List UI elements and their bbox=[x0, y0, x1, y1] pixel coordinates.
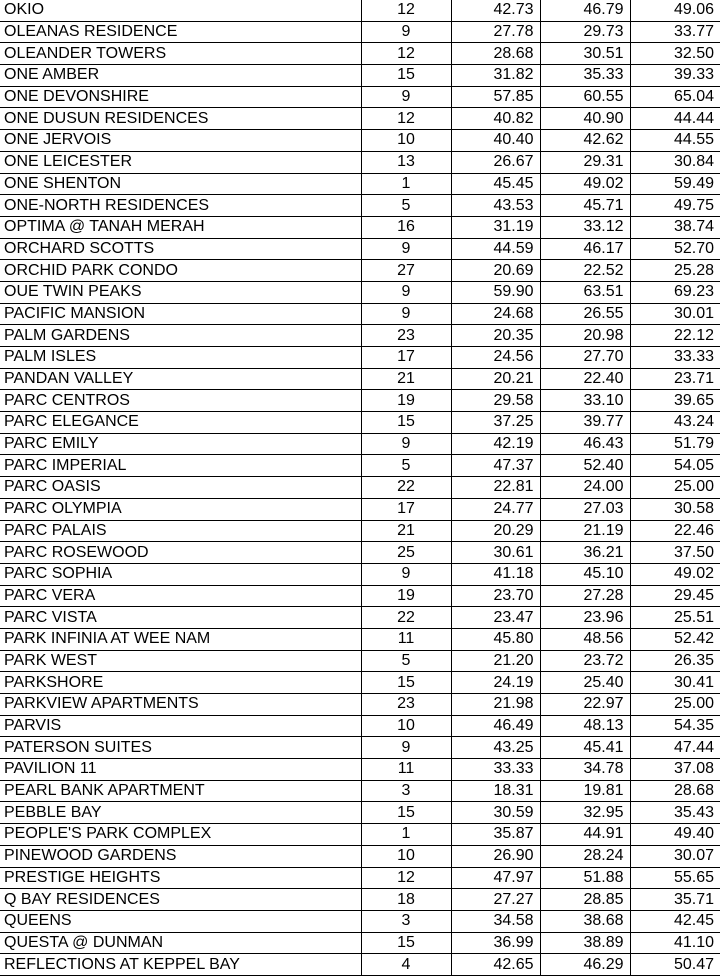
value-1-cell: 46.49 bbox=[451, 715, 540, 737]
project-name-cell: Q BAY RESIDENCES bbox=[0, 889, 361, 911]
value-3-cell: 22.46 bbox=[630, 520, 720, 542]
project-name-cell: PARC PALAIS bbox=[0, 520, 361, 542]
value-2-cell: 28.24 bbox=[540, 845, 630, 867]
count-cell: 12 bbox=[361, 867, 451, 889]
table-row bbox=[0, 932, 720, 954]
table-row bbox=[0, 954, 720, 976]
project-name-cell: PARC ROSEWOOD bbox=[0, 542, 361, 564]
value-2-cell: 46.43 bbox=[540, 433, 630, 455]
count-cell: 22 bbox=[361, 607, 451, 629]
value-2-cell: 46.17 bbox=[540, 238, 630, 260]
value-1-cell: 43.25 bbox=[451, 737, 540, 759]
value-1-cell: 44.59 bbox=[451, 238, 540, 260]
table-row bbox=[0, 260, 720, 282]
value-1-cell: 27.27 bbox=[451, 889, 540, 911]
project-name-cell: PARC IMPERIAL bbox=[0, 455, 361, 477]
value-2-cell: 60.55 bbox=[540, 86, 630, 108]
value-2-cell: 27.70 bbox=[540, 347, 630, 369]
project-name-cell: PACIFIC MANSION bbox=[0, 303, 361, 325]
value-2-cell: 29.31 bbox=[540, 151, 630, 173]
value-2-cell: 52.40 bbox=[540, 455, 630, 477]
project-name-cell: PAVILION 11 bbox=[0, 759, 361, 781]
value-2-cell: 22.52 bbox=[540, 260, 630, 282]
count-cell: 19 bbox=[361, 390, 451, 412]
value-3-cell: 37.50 bbox=[630, 542, 720, 564]
table-row bbox=[0, 281, 720, 303]
project-name-cell: PARC CENTROS bbox=[0, 390, 361, 412]
table-row bbox=[0, 780, 720, 802]
table-row bbox=[0, 368, 720, 390]
table-row bbox=[0, 498, 720, 520]
project-name-cell: PARC ELEGANCE bbox=[0, 412, 361, 434]
value-2-cell: 23.72 bbox=[540, 650, 630, 672]
value-1-cell: 27.78 bbox=[451, 21, 540, 43]
table-row bbox=[0, 542, 720, 564]
value-1-cell: 24.56 bbox=[451, 347, 540, 369]
count-cell: 15 bbox=[361, 65, 451, 87]
project-name-cell: PINEWOOD GARDENS bbox=[0, 845, 361, 867]
value-3-cell: 22.12 bbox=[630, 325, 720, 347]
value-2-cell: 63.51 bbox=[540, 281, 630, 303]
project-name-cell: OPTIMA @ TANAH MERAH bbox=[0, 216, 361, 238]
table-row bbox=[0, 802, 720, 824]
count-cell: 10 bbox=[361, 845, 451, 867]
value-1-cell: 20.35 bbox=[451, 325, 540, 347]
value-2-cell: 21.19 bbox=[540, 520, 630, 542]
value-3-cell: 30.58 bbox=[630, 498, 720, 520]
value-2-cell: 45.41 bbox=[540, 737, 630, 759]
table-row bbox=[0, 585, 720, 607]
count-cell: 10 bbox=[361, 130, 451, 152]
table-row bbox=[0, 563, 720, 585]
value-2-cell: 27.28 bbox=[540, 585, 630, 607]
value-2-cell: 28.85 bbox=[540, 889, 630, 911]
table-row bbox=[0, 130, 720, 152]
value-3-cell: 49.75 bbox=[630, 195, 720, 217]
value-1-cell: 24.77 bbox=[451, 498, 540, 520]
value-1-cell: 33.33 bbox=[451, 759, 540, 781]
value-2-cell: 38.89 bbox=[540, 932, 630, 954]
project-name-cell: PARVIS bbox=[0, 715, 361, 737]
value-3-cell: 23.71 bbox=[630, 368, 720, 390]
value-1-cell: 40.82 bbox=[451, 108, 540, 130]
project-name-cell: ONE SHENTON bbox=[0, 173, 361, 195]
value-3-cell: 54.05 bbox=[630, 455, 720, 477]
value-1-cell: 22.81 bbox=[451, 477, 540, 499]
value-2-cell: 35.33 bbox=[540, 65, 630, 87]
value-3-cell: 47.44 bbox=[630, 737, 720, 759]
project-name-cell: PARC VERA bbox=[0, 585, 361, 607]
value-2-cell: 33.12 bbox=[540, 216, 630, 238]
value-1-cell: 43.53 bbox=[451, 195, 540, 217]
count-cell: 4 bbox=[361, 954, 451, 976]
table-row bbox=[0, 845, 720, 867]
value-2-cell: 38.68 bbox=[540, 910, 630, 932]
value-2-cell: 51.88 bbox=[540, 867, 630, 889]
value-2-cell: 45.71 bbox=[540, 195, 630, 217]
value-1-cell: 31.19 bbox=[451, 216, 540, 238]
project-name-cell: REFLECTIONS AT KEPPEL BAY bbox=[0, 954, 361, 976]
project-name-cell: OKIO bbox=[0, 0, 361, 21]
table-row bbox=[0, 455, 720, 477]
value-1-cell: 21.98 bbox=[451, 694, 540, 716]
value-3-cell: 30.01 bbox=[630, 303, 720, 325]
value-1-cell: 23.70 bbox=[451, 585, 540, 607]
value-2-cell: 27.03 bbox=[540, 498, 630, 520]
project-name-cell: PEARL BANK APARTMENT bbox=[0, 780, 361, 802]
value-2-cell: 23.96 bbox=[540, 607, 630, 629]
value-2-cell: 36.21 bbox=[540, 542, 630, 564]
table-row bbox=[0, 824, 720, 846]
value-3-cell: 44.55 bbox=[630, 130, 720, 152]
project-name-cell: QUESTA @ DUNMAN bbox=[0, 932, 361, 954]
value-3-cell: 35.71 bbox=[630, 889, 720, 911]
table-row bbox=[0, 607, 720, 629]
count-cell: 21 bbox=[361, 520, 451, 542]
value-2-cell: 34.78 bbox=[540, 759, 630, 781]
value-3-cell: 28.68 bbox=[630, 780, 720, 802]
value-3-cell: 39.65 bbox=[630, 390, 720, 412]
count-cell: 15 bbox=[361, 412, 451, 434]
value-2-cell: 46.79 bbox=[540, 0, 630, 21]
value-2-cell: 19.81 bbox=[540, 780, 630, 802]
count-cell: 9 bbox=[361, 303, 451, 325]
count-cell: 3 bbox=[361, 910, 451, 932]
value-2-cell: 30.51 bbox=[540, 43, 630, 65]
count-cell: 9 bbox=[361, 21, 451, 43]
value-3-cell: 39.33 bbox=[630, 65, 720, 87]
table-row bbox=[0, 889, 720, 911]
table-row bbox=[0, 672, 720, 694]
value-1-cell: 59.90 bbox=[451, 281, 540, 303]
project-name-cell: OLEANAS RESIDENCE bbox=[0, 21, 361, 43]
table-row bbox=[0, 628, 720, 650]
value-3-cell: 54.35 bbox=[630, 715, 720, 737]
project-name-cell: OLEANDER TOWERS bbox=[0, 43, 361, 65]
table-row bbox=[0, 303, 720, 325]
value-3-cell: 33.77 bbox=[630, 21, 720, 43]
value-1-cell: 26.67 bbox=[451, 151, 540, 173]
table-row bbox=[0, 43, 720, 65]
project-name-cell: PARC SOPHIA bbox=[0, 563, 361, 585]
value-2-cell: 48.13 bbox=[540, 715, 630, 737]
count-cell: 9 bbox=[361, 238, 451, 260]
value-1-cell: 37.25 bbox=[451, 412, 540, 434]
table-row bbox=[0, 520, 720, 542]
count-cell: 16 bbox=[361, 216, 451, 238]
value-3-cell: 30.84 bbox=[630, 151, 720, 173]
count-cell: 23 bbox=[361, 694, 451, 716]
table-row bbox=[0, 65, 720, 87]
table-row bbox=[0, 238, 720, 260]
value-1-cell: 47.97 bbox=[451, 867, 540, 889]
value-3-cell: 25.51 bbox=[630, 607, 720, 629]
count-cell: 27 bbox=[361, 260, 451, 282]
project-name-cell: PARK WEST bbox=[0, 650, 361, 672]
table-row bbox=[0, 195, 720, 217]
value-1-cell: 30.59 bbox=[451, 802, 540, 824]
value-3-cell: 49.02 bbox=[630, 563, 720, 585]
project-name-cell: PARC VISTA bbox=[0, 607, 361, 629]
table-row bbox=[0, 325, 720, 347]
value-3-cell: 29.45 bbox=[630, 585, 720, 607]
project-name-cell: PALM ISLES bbox=[0, 347, 361, 369]
value-1-cell: 35.87 bbox=[451, 824, 540, 846]
value-1-cell: 24.68 bbox=[451, 303, 540, 325]
count-cell: 5 bbox=[361, 195, 451, 217]
count-cell: 12 bbox=[361, 43, 451, 65]
project-name-cell: PARKSHORE bbox=[0, 672, 361, 694]
value-3-cell: 30.07 bbox=[630, 845, 720, 867]
value-1-cell: 20.21 bbox=[451, 368, 540, 390]
table-row bbox=[0, 173, 720, 195]
value-3-cell: 65.04 bbox=[630, 86, 720, 108]
value-1-cell: 47.37 bbox=[451, 455, 540, 477]
value-2-cell: 40.90 bbox=[540, 108, 630, 130]
value-2-cell: 22.97 bbox=[540, 694, 630, 716]
value-3-cell: 50.47 bbox=[630, 954, 720, 976]
table-row bbox=[0, 151, 720, 173]
table-row bbox=[0, 650, 720, 672]
project-name-cell: ONE DUSUN RESIDENCES bbox=[0, 108, 361, 130]
count-cell: 13 bbox=[361, 151, 451, 173]
count-cell: 11 bbox=[361, 759, 451, 781]
value-1-cell: 31.82 bbox=[451, 65, 540, 87]
table-row bbox=[0, 910, 720, 932]
count-cell: 22 bbox=[361, 477, 451, 499]
value-1-cell: 29.58 bbox=[451, 390, 540, 412]
value-1-cell: 28.68 bbox=[451, 43, 540, 65]
value-2-cell: 29.73 bbox=[540, 21, 630, 43]
value-1-cell: 42.65 bbox=[451, 954, 540, 976]
value-2-cell: 42.62 bbox=[540, 130, 630, 152]
count-cell: 19 bbox=[361, 585, 451, 607]
count-cell: 11 bbox=[361, 628, 451, 650]
value-3-cell: 43.24 bbox=[630, 412, 720, 434]
value-3-cell: 32.50 bbox=[630, 43, 720, 65]
table-row bbox=[0, 694, 720, 716]
value-1-cell: 45.45 bbox=[451, 173, 540, 195]
count-cell: 15 bbox=[361, 932, 451, 954]
value-1-cell: 30.61 bbox=[451, 542, 540, 564]
value-3-cell: 51.79 bbox=[630, 433, 720, 455]
value-3-cell: 52.70 bbox=[630, 238, 720, 260]
count-cell: 15 bbox=[361, 672, 451, 694]
project-name-cell: QUEENS bbox=[0, 910, 361, 932]
value-1-cell: 18.31 bbox=[451, 780, 540, 802]
project-name-cell: PARK INFINIA AT WEE NAM bbox=[0, 628, 361, 650]
value-2-cell: 33.10 bbox=[540, 390, 630, 412]
value-2-cell: 44.91 bbox=[540, 824, 630, 846]
project-name-cell: PEOPLE'S PARK COMPLEX bbox=[0, 824, 361, 846]
count-cell: 17 bbox=[361, 347, 451, 369]
value-1-cell: 42.73 bbox=[451, 0, 540, 21]
table-row bbox=[0, 347, 720, 369]
project-name-cell: PARC OLYMPIA bbox=[0, 498, 361, 520]
value-3-cell: 59.49 bbox=[630, 173, 720, 195]
value-1-cell: 40.40 bbox=[451, 130, 540, 152]
value-3-cell: 25.00 bbox=[630, 694, 720, 716]
value-1-cell: 21.20 bbox=[451, 650, 540, 672]
table-row bbox=[0, 867, 720, 889]
value-3-cell: 49.06 bbox=[630, 0, 720, 21]
count-cell: 12 bbox=[361, 108, 451, 130]
project-name-cell: PATERSON SUITES bbox=[0, 737, 361, 759]
value-1-cell: 20.29 bbox=[451, 520, 540, 542]
count-cell: 9 bbox=[361, 737, 451, 759]
table-row bbox=[0, 21, 720, 43]
value-1-cell: 23.47 bbox=[451, 607, 540, 629]
table-row bbox=[0, 433, 720, 455]
table-row bbox=[0, 86, 720, 108]
table-row bbox=[0, 390, 720, 412]
value-2-cell: 22.40 bbox=[540, 368, 630, 390]
value-2-cell: 24.00 bbox=[540, 477, 630, 499]
project-name-cell: ONE JERVOIS bbox=[0, 130, 361, 152]
table-row bbox=[0, 737, 720, 759]
value-1-cell: 41.18 bbox=[451, 563, 540, 585]
value-2-cell: 32.95 bbox=[540, 802, 630, 824]
value-2-cell: 20.98 bbox=[540, 325, 630, 347]
table-row bbox=[0, 108, 720, 130]
value-3-cell: 55.65 bbox=[630, 867, 720, 889]
value-2-cell: 49.02 bbox=[540, 173, 630, 195]
count-cell: 1 bbox=[361, 824, 451, 846]
value-2-cell: 46.29 bbox=[540, 954, 630, 976]
count-cell: 23 bbox=[361, 325, 451, 347]
value-2-cell: 45.10 bbox=[540, 563, 630, 585]
value-1-cell: 57.85 bbox=[451, 86, 540, 108]
value-3-cell: 41.10 bbox=[630, 932, 720, 954]
value-3-cell: 52.42 bbox=[630, 628, 720, 650]
project-name-cell: ORCHID PARK CONDO bbox=[0, 260, 361, 282]
project-name-cell: ONE AMBER bbox=[0, 65, 361, 87]
value-1-cell: 24.19 bbox=[451, 672, 540, 694]
count-cell: 1 bbox=[361, 173, 451, 195]
value-3-cell: 25.28 bbox=[630, 260, 720, 282]
project-name-cell: PARKVIEW APARTMENTS bbox=[0, 694, 361, 716]
value-1-cell: 20.69 bbox=[451, 260, 540, 282]
value-3-cell: 49.40 bbox=[630, 824, 720, 846]
value-1-cell: 34.58 bbox=[451, 910, 540, 932]
count-cell: 25 bbox=[361, 542, 451, 564]
count-cell: 9 bbox=[361, 433, 451, 455]
table-row bbox=[0, 412, 720, 434]
count-cell: 5 bbox=[361, 455, 451, 477]
value-1-cell: 45.80 bbox=[451, 628, 540, 650]
value-3-cell: 26.35 bbox=[630, 650, 720, 672]
value-2-cell: 48.56 bbox=[540, 628, 630, 650]
value-3-cell: 25.00 bbox=[630, 477, 720, 499]
project-name-cell: PRESTIGE HEIGHTS bbox=[0, 867, 361, 889]
table-row bbox=[0, 0, 720, 21]
project-name-cell: PEBBLE BAY bbox=[0, 802, 361, 824]
value-2-cell: 39.77 bbox=[540, 412, 630, 434]
value-3-cell: 35.43 bbox=[630, 802, 720, 824]
table-row bbox=[0, 216, 720, 238]
value-1-cell: 42.19 bbox=[451, 433, 540, 455]
project-name-cell: PARC EMILY bbox=[0, 433, 361, 455]
value-3-cell: 33.33 bbox=[630, 347, 720, 369]
project-name-cell: ORCHARD SCOTTS bbox=[0, 238, 361, 260]
table-row bbox=[0, 715, 720, 737]
count-cell: 5 bbox=[361, 650, 451, 672]
table-row bbox=[0, 477, 720, 499]
project-name-cell: PANDAN VALLEY bbox=[0, 368, 361, 390]
value-3-cell: 44.44 bbox=[630, 108, 720, 130]
count-cell: 17 bbox=[361, 498, 451, 520]
value-3-cell: 42.45 bbox=[630, 910, 720, 932]
project-name-cell: OUE TWIN PEAKS bbox=[0, 281, 361, 303]
value-3-cell: 30.41 bbox=[630, 672, 720, 694]
value-3-cell: 37.08 bbox=[630, 759, 720, 781]
value-2-cell: 25.40 bbox=[540, 672, 630, 694]
project-name-cell: PARC OASIS bbox=[0, 477, 361, 499]
count-cell: 21 bbox=[361, 368, 451, 390]
value-1-cell: 36.99 bbox=[451, 932, 540, 954]
count-cell: 9 bbox=[361, 86, 451, 108]
table-row bbox=[0, 759, 720, 781]
value-3-cell: 69.23 bbox=[630, 281, 720, 303]
project-name-cell: ONE LEICESTER bbox=[0, 151, 361, 173]
value-2-cell: 26.55 bbox=[540, 303, 630, 325]
value-1-cell: 26.90 bbox=[451, 845, 540, 867]
count-cell: 9 bbox=[361, 281, 451, 303]
count-cell: 15 bbox=[361, 802, 451, 824]
project-name-cell: ONE DEVONSHIRE bbox=[0, 86, 361, 108]
count-cell: 3 bbox=[361, 780, 451, 802]
count-cell: 9 bbox=[361, 563, 451, 585]
project-name-cell: PALM GARDENS bbox=[0, 325, 361, 347]
project-name-cell: ONE-NORTH RESIDENCES bbox=[0, 195, 361, 217]
value-3-cell: 38.74 bbox=[630, 216, 720, 238]
count-cell: 10 bbox=[361, 715, 451, 737]
count-cell: 18 bbox=[361, 889, 451, 911]
count-cell: 12 bbox=[361, 0, 451, 21]
